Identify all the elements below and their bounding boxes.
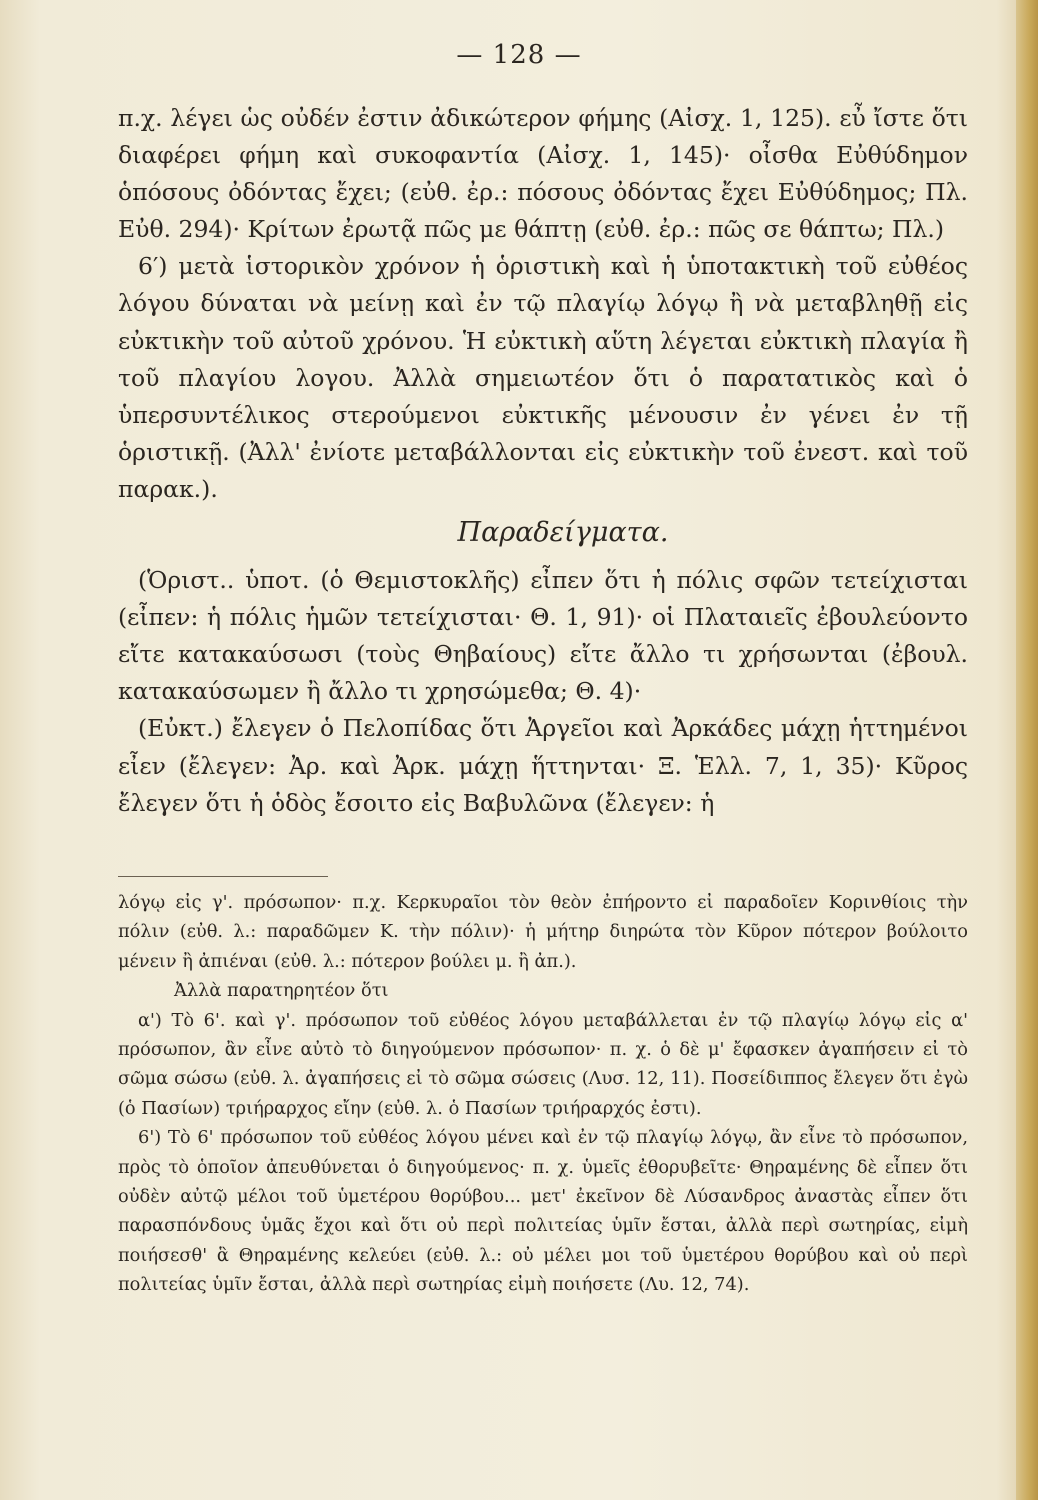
footnote-alpha: α') Τὸ 6'. καὶ γ'. πρόσωπον τοῦ εὐθέος λόγου μεταβάλλεται ἐν τῷ πλαγίῳ λόγῳ εἰς α' πρόσωπον, ἂν εἶνε αὐτὸ τὸ διηγούμενον πρόσωπον· π. χ. ὁ δὲ μ' ἔφασκεν ἀγαπήσειν εἰ τὸ σῶμα σώσω (εὐθ. λ. ἀγαπήσεις εἰ τὸ σῶμα σώσεις (Λυσ. 12, 11). Ποσείδιππος ἔλεγεν ὅτι ἐγὼ (ὁ Πασίων) τριήραρχος εἴην (εὐθ. λ. ὁ Πασίων τριήραρχός ἐστι).: [118, 1009, 968, 1119]
main-text: [118, 100, 968, 822]
page-edge: [1016, 0, 1038, 1500]
example-indicative: (Ὁριστ.. ὑποτ. (ὁ Θεμιστοκλῆς) εἶπεν ὅτι ἡ πόλις σφῶν τετείχισται (εἶπεν: ἡ πόλις ἡμῶν τετείχισται· Θ. 1, 91)· οἱ Πλαταιεῖς ἐβουλεύοντο εἴτε κατακαύσωσι (τοὺς Θηβαίους) εἴτε ἄλλο τι χρήσωνται (ἐβουλ. κατακαύσωμεν ἢ ἄλλο τι χρησώμεθα; Θ. 4)·: [118, 566, 968, 706]
footnote-continuation: λόγῳ εἰς γ'. πρόσωπον· π.χ. Κερκυραῖοι τὸν θεὸν ἐπήροντο εἰ παραδοῖεν Κορινθίοις τὴν πόλιν (εὐθ. λ.: παραδῶμεν Κ. τὴν πόλιν)· ἡ μήτηρ διηρώτα τὸν Κῦρον πότερον βούλοιτο μένειν ἢ ἀπιέναι (εὐθ. λ.: πότερον βούλει μ. ἢ ἀπ.).: [118, 892, 968, 972]
section-heading: Παραδείγματα.: [457, 517, 669, 549]
footnote-divider: [118, 876, 328, 877]
paragraph-beta-rule: 6′) μετὰ ἱστορικὸν χρόνον ἡ ὁριστικὴ καὶ ἡ ὑποτακτικὴ τοῦ εὐθέος λόγου δύναται νὰ μείνῃ καὶ ἐν τῷ πλαγίῳ λόγῳ ἢ νὰ μεταβληθῇ εἰς εὐκτικὴν τοῦ αὐτοῦ χρόνου. Ἡ εὐκτικὴ αὕτη λέγεται εὐκτικὴ πλαγία ἢ τοῦ πλαγίου λογου. Ἀλλὰ σημειωτέον ὅτι ὁ παρατατικὸς καὶ ὁ ὑπερσυντέλικος στερούμενοι εὐκτικῆς μένουσιν ἐν γένει ἐν τῇ ὁριστικῇ. (Ἀλλ' ἐνίοτε μεταβάλλονται εἰς εὐκτικὴν τοῦ ἐνεστ. καὶ τοῦ παρακ.).: [118, 252, 968, 503]
paragraph-intro-examples: π.χ. λέγει ὡς οὐδέν ἐστιν ἀδικώτερον φήμης (Αἰσχ. 1, 125). εὖ ἴστε ὅτι διαφέρει φήμη καὶ συκοφαντία (Αἰσχ. 1, 145)· οἶσθα Εὐθύδημον ὁπόσους ὀδόντας ἔχει; (εὐθ. ἐρ.: πόσους ὀδόντας ἔχει Εὐθύδημος; Πλ. Εὐθ. 294)· Κρίτων ἐρωτᾷ πῶς με θάπτῃ (εὐθ. ἐρ.: πῶς σε θάπτω; Πλ.): [118, 104, 968, 244]
footnote-beta: 6') Τὸ 6' πρόσωπον τοῦ εὐθέος λόγου μένει καὶ ἐν τῷ πλαγίῳ λόγῳ, ἂν εἶνε τὸ πρόσωπον, πρὸς τὸ ὁποῖον ἀπευθύνεται ὁ διηγούμενος· π. χ. ὑμεῖς ἐθορυβεῖτε· Θηραμένης δὲ εἶπεν ὅτι οὐδὲν αὐτῷ μέλοι τοῦ ὑμετέρου θορύβου... μετ' ἐκεῖνον δὲ Λύσανδρος ἀναστὰς εἶπεν ὅτι παρασπόνδους ὑμᾶς ἔχοι καὶ ὅτι οὐ περὶ πολιτείας ὑμῖν ἔσται, ἀλλὰ περὶ σωτηρίας, εἰμὴ ποιήσεσθ' ἃ Θηραμένης κελεύει (εὐθ. λ.: οὐ μέλει μοι τοῦ ὑμετέρου θορύβου καὶ οὐ περὶ πολιτείας ὑμῖν ἔσται, ἀλλὰ περὶ σωτηρίας εἰμὴ ποιήσετε (Λυ. 12, 74).: [118, 1127, 968, 1296]
page-number: — 128 —: [456, 40, 582, 70]
example-optative: (Εὐκτ.) ἔλεγεν ὁ Πελοπίδας ὅτι Ἀργεῖοι καὶ Ἀρκάδες μάχῃ ἡττημένοι εἶεν (ἔλεγεν: Ἀρ. καὶ Ἀρκ. μάχῃ ἥττηνται· Ξ. Ἑλλ. 7, 1, 35)· Κῦρος ἔλεγεν ὅτι ἡ ὁδὸς ἔσοιτο εἰς Βαβυλῶνα (ἔλεγεν: ἡ: [118, 714, 968, 817]
footnote-remark: Ἀλλὰ παρατηρητέον ὅτι: [174, 980, 389, 1002]
footnotes: [118, 888, 968, 1300]
